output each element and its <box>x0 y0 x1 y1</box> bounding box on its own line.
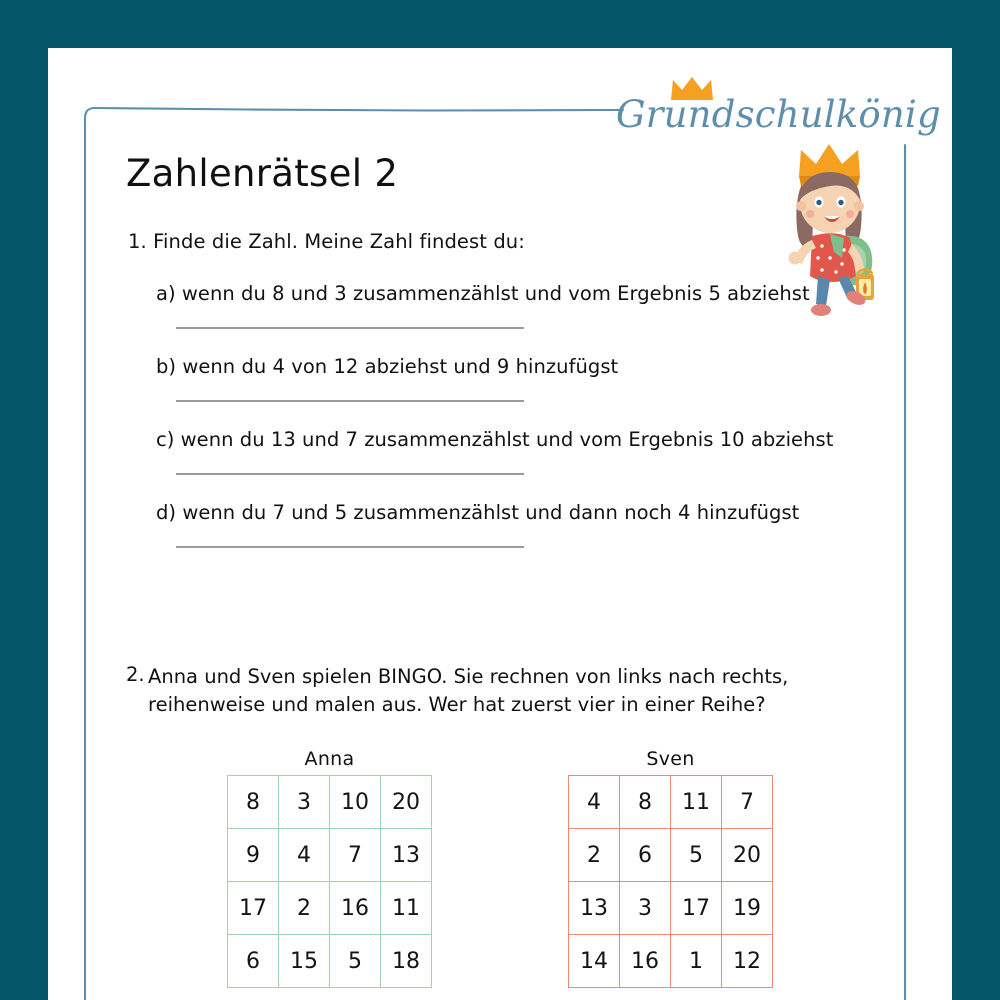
bingo-cell[interactable]: 16 <box>330 882 381 935</box>
question-1 <box>128 229 848 548</box>
question-1-item-d <box>156 501 848 548</box>
brand-name: Grundschulkönig <box>616 93 941 136</box>
bingo-cell[interactable]: 1 <box>671 935 722 988</box>
table-row <box>569 935 773 988</box>
bingo-cell[interactable]: 17 <box>671 882 722 935</box>
table-row <box>228 829 432 882</box>
question-1-item-a <box>156 282 848 329</box>
bingo-cell[interactable]: 3 <box>279 776 330 829</box>
bingo-cell[interactable]: 8 <box>620 776 671 829</box>
question-1-item-b <box>156 355 848 402</box>
table-row <box>569 882 773 935</box>
bingo-cell[interactable]: 7 <box>722 776 773 829</box>
bingo-cell[interactable]: 15 <box>279 935 330 988</box>
question-2-text: Anna und Sven spielen BINGO. Sie rechnen von links nach rechts, reihenweise und malen aus. Wer hat zuerst vier in einer Reihe? <box>148 665 789 716</box>
bingo-cell[interactable]: 7 <box>330 829 381 882</box>
table-row <box>569 776 773 829</box>
bingo-grid-sven[interactable] <box>568 775 773 988</box>
bingo-cell[interactable]: 2 <box>569 829 620 882</box>
table-row <box>569 829 773 882</box>
table-row <box>228 882 432 935</box>
bingo-cell[interactable]: 10 <box>330 776 381 829</box>
bingo-cell[interactable]: 6 <box>620 829 671 882</box>
answer-line-d[interactable] <box>176 546 524 548</box>
bingo-cell[interactable]: 6 <box>228 935 279 988</box>
bingo-cell[interactable]: 4 <box>569 776 620 829</box>
bingo-grid-anna[interactable] <box>227 775 432 988</box>
question-1-item-d-text: d) wenn du 7 und 5 zusammenzählst und dann noch 4 hinzufügst <box>156 500 800 524</box>
worksheet-page <box>48 48 952 1000</box>
question-1-item-b-text: b) wenn du 4 von 12 abziehst und 9 hinzufügst <box>156 354 619 378</box>
bingo-name-anna: Anna <box>304 748 355 770</box>
question-1-item-a-text: a) wenn du 8 und 3 zusammenzählst und vom Ergebnis 5 abziehst <box>156 281 810 305</box>
bingo-cell[interactable]: 4 <box>279 829 330 882</box>
question-2 <box>126 663 886 718</box>
question-1-item-c-text: c) wenn du 13 und 7 zusammenzählst und vom Ergebnis 10 abziehst <box>156 427 834 451</box>
bingo-cell[interactable]: 3 <box>620 882 671 935</box>
question-1-item-c <box>156 428 848 475</box>
bingo-card-sven <box>568 748 773 988</box>
bingo-cell[interactable]: 12 <box>722 935 773 988</box>
bingo-cell[interactable]: 11 <box>671 776 722 829</box>
bingo-cell[interactable]: 11 <box>381 882 432 935</box>
bingo-section <box>48 748 952 1000</box>
bingo-cell[interactable]: 16 <box>620 935 671 988</box>
answer-line-a[interactable] <box>176 327 524 329</box>
bingo-cell[interactable]: 14 <box>569 935 620 988</box>
page-title: Zahlenrätsel 2 <box>126 152 399 195</box>
question-1-prompt: 1. Finde die Zahl. Meine Zahl findest du: <box>128 230 525 253</box>
bingo-cell[interactable]: 18 <box>381 935 432 988</box>
bingo-cell[interactable]: 5 <box>671 829 722 882</box>
bingo-cell[interactable]: 20 <box>722 829 773 882</box>
bingo-cell[interactable]: 13 <box>569 882 620 935</box>
brand-logo <box>616 76 941 146</box>
bingo-cell[interactable]: 8 <box>228 776 279 829</box>
bingo-cell[interactable]: 2 <box>279 882 330 935</box>
table-row <box>228 776 432 829</box>
bingo-cell[interactable]: 13 <box>381 829 432 882</box>
bingo-cell[interactable]: 9 <box>228 829 279 882</box>
question-2-number: 2. <box>126 663 145 686</box>
bingo-card-anna <box>227 748 432 988</box>
bingo-cell[interactable]: 19 <box>722 882 773 935</box>
answer-line-c[interactable] <box>176 473 524 475</box>
bingo-cell[interactable]: 20 <box>381 776 432 829</box>
bingo-name-sven: Sven <box>646 748 695 770</box>
bingo-cell[interactable]: 17 <box>228 882 279 935</box>
bingo-cell[interactable]: 5 <box>330 935 381 988</box>
answer-line-b[interactable] <box>176 400 524 402</box>
table-row <box>228 935 432 988</box>
